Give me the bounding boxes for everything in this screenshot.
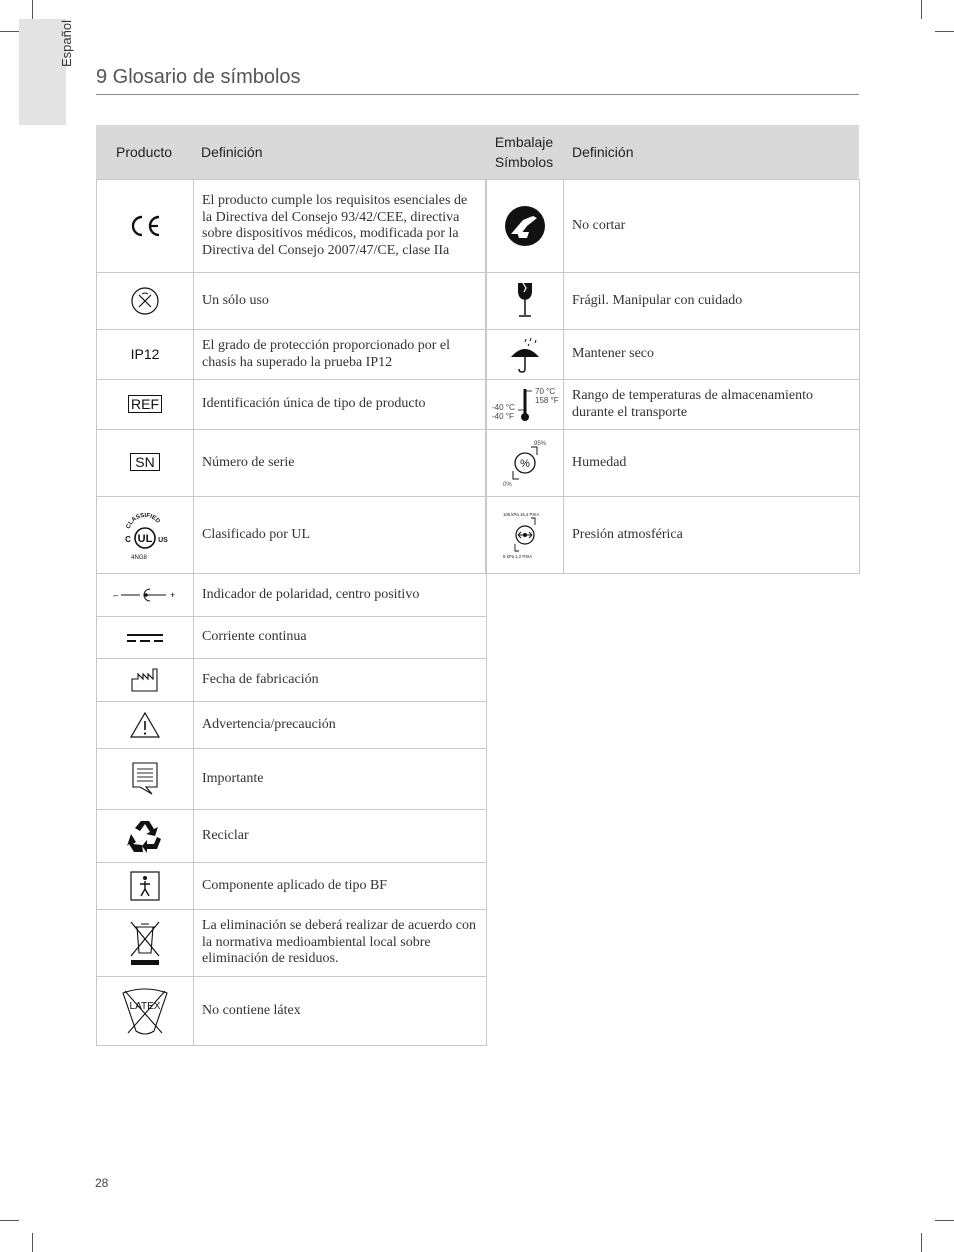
crop-mark [32, 0, 33, 19]
table-row [97, 180, 487, 273]
table-row [486, 180, 860, 273]
table-row [97, 617, 487, 659]
crop-mark [935, 31, 954, 32]
ul-c-text: C [125, 535, 131, 544]
table-row [97, 702, 487, 749]
atmospheric-pressure-icon [501, 510, 549, 560]
fragile-icon [514, 281, 536, 321]
page-number: 28 [95, 1176, 109, 1190]
do-not-cut-icon [503, 204, 547, 248]
definition-cell: El producto cumple los requisitos esenciales de la Directiva del Consejo 93/42/CEE, directiva sobre dispositivos médicos, modificada por la Directiva del Consejo 2007/47/CE, clase IIa [194, 180, 487, 273]
table-row [97, 330, 487, 380]
table-row [97, 659, 487, 702]
section-title: 9 Glosario de símbolos [96, 66, 301, 88]
svg-text:CLASSIFIED [126, 513, 162, 530]
warning-icon [129, 711, 161, 739]
definition-cell: No contiene látex [194, 977, 487, 1046]
crop-mark [921, 0, 922, 19]
header-packaging-line2: Símbolos [494, 154, 554, 170]
header-product: Producto [116, 144, 173, 160]
table-row [97, 977, 487, 1046]
latex-free-icon [120, 983, 170, 1039]
table-row [97, 497, 487, 574]
ul-code-text: 4NG8 [131, 555, 147, 561]
header-packaging [485, 125, 563, 179]
keep-dry-icon [508, 336, 542, 374]
table-row [97, 273, 487, 330]
packaging-symbols-table [485, 179, 860, 574]
crop-mark [921, 1233, 922, 1252]
bf-applied-part-icon [129, 870, 161, 902]
definition-cell: Reciclar [194, 810, 487, 863]
definition-cell: Rango de temperaturas de almacenamiento durante el transporte [564, 380, 860, 430]
direct-current-icon [126, 632, 164, 644]
definition-cell: La eliminación se deberá realizar de acuerdo con la normativa medioambiental local sobre eliminación de residuos. [194, 910, 487, 977]
definition-cell: Humedad [564, 430, 860, 497]
sn-label: SN [130, 453, 159, 471]
ip12-label: IP12 [130, 345, 160, 362]
definition-cell: El grado de protección proporcionado por el chasis ha superado la prueba IP12 [194, 330, 487, 380]
definition-cell: Importante [194, 749, 487, 810]
polarity-plus: + [170, 590, 176, 601]
header-packaging-line1: Embalaje [494, 134, 554, 150]
language-tab [19, 19, 74, 125]
table-row [97, 430, 487, 497]
product-symbols-table [96, 179, 487, 1046]
language-tab-label: Español [59, 20, 74, 67]
table-row [97, 810, 487, 863]
ul-classified-icon [117, 507, 173, 563]
ul-us-text: US [158, 537, 168, 544]
table-row [97, 749, 487, 810]
humidity-icon [501, 438, 549, 488]
table-header [96, 125, 859, 179]
manufacture-date-icon [130, 667, 160, 693]
table-row [486, 430, 860, 497]
temp-low-f: -40 °F [491, 411, 514, 421]
table-row [486, 380, 860, 430]
table-row [97, 380, 487, 430]
latex-text: LATEX [129, 1001, 161, 1012]
definition-cell: Mantener seco [564, 330, 860, 380]
definition-cell: Presión atmosférica [564, 497, 860, 574]
header-definition-right: Definición [572, 144, 634, 160]
ul-classified-text: CLASSIFIED [125, 512, 161, 530]
polarity-icon [110, 587, 180, 603]
recycle-icon [126, 818, 164, 854]
definition-cell: Número de serie [194, 430, 487, 497]
temp-high-c: 70 °C [534, 386, 555, 396]
temp-low-c: -40 °C [491, 402, 515, 412]
table-row [486, 497, 860, 574]
definition-cell: Identificación única de tipo de producto [194, 380, 487, 430]
weee-disposal-icon [128, 919, 162, 967]
definition-cell: Un sólo uso [194, 273, 487, 330]
pressure-low: 8 kPa 1.2 PSIA [502, 554, 532, 559]
definition-cell: Componente aplicado de tipo BF [194, 863, 487, 910]
table-row [486, 273, 860, 330]
definition-cell: Clasificado por UL [194, 497, 487, 574]
table-row [97, 574, 487, 617]
definition-cell: Indicador de polaridad, centro positivo [194, 574, 487, 617]
important-icon [130, 761, 160, 797]
svg-text:%: % [519, 458, 530, 470]
temperature-range-icon [489, 386, 561, 424]
symbol-cell [97, 180, 194, 273]
definition-cell: Frágil. Manipular con cuidado [564, 273, 860, 330]
pressure-high: 106 kPa 15.4 PSIA [502, 512, 539, 517]
ce-mark-icon [128, 214, 162, 238]
table-row [486, 330, 860, 380]
definition-cell: Advertencia/precaución [194, 702, 487, 749]
crop-mark [32, 1233, 33, 1252]
definition-cell: Fecha de fabricación [194, 659, 487, 702]
crop-mark [0, 31, 19, 32]
temp-high-f: 158 °F [534, 395, 559, 405]
header-definition-left: Definición [201, 144, 263, 160]
definition-cell: Corriente continua [194, 617, 487, 659]
single-use-icon [130, 286, 160, 316]
ref-label: REF [128, 395, 162, 413]
polarity-minus: – [113, 590, 119, 601]
table-row [97, 910, 487, 977]
table-row [97, 863, 487, 910]
title-divider [96, 94, 859, 95]
crop-mark [935, 1220, 954, 1221]
definition-cell: No cortar [564, 180, 860, 273]
humidity-low: 0% [502, 482, 512, 488]
svg-text:UL: UL [137, 533, 153, 545]
humidity-high: 95% [533, 441, 546, 447]
crop-mark [0, 1220, 19, 1221]
